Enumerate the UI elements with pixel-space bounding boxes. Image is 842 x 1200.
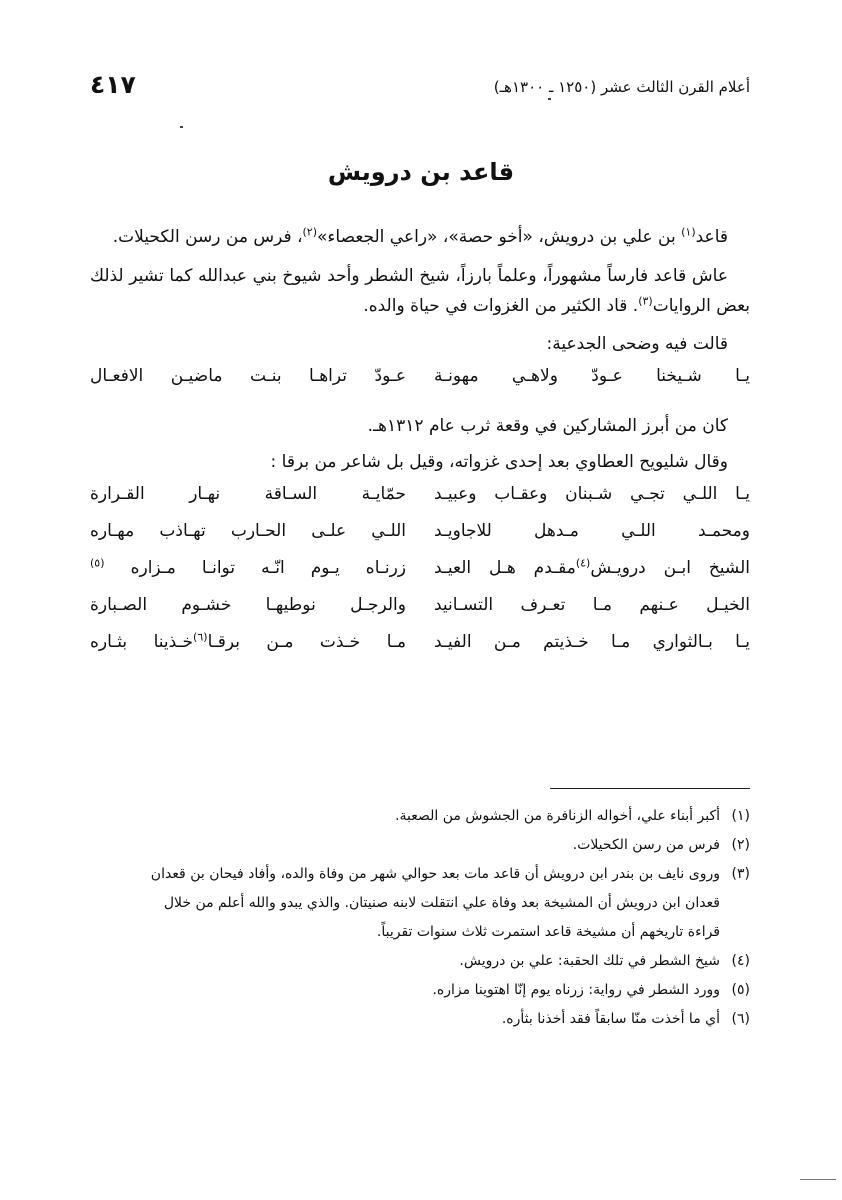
text-run: عاش قاعد فارساً مشهوراً، وعلماً بارزاً، شيخ الشطر وأحد شيوخ بني عبدالله كما تشير لذلك بعض الروايات — [90, 266, 750, 316]
paragraph-poem-intro-2: وقال شليويح العطاوي بعد إحدى غزواته، وقيل بل شاعر من برقا : — [270, 452, 728, 472]
verse-first-hemistich: يـا شـيخنا عـودّ ولاهـي مهونـة — [434, 366, 750, 386]
footnote-text: فرس من رسن الكحيلات. — [572, 837, 720, 853]
footnote-ref: (١) — [681, 225, 696, 239]
footnote-ref: (٢) — [302, 225, 317, 239]
footnote-text: أي ما أخذت منّا سابقاً فقد أخذنا بثأره. — [501, 1011, 720, 1027]
verse-second-hemistich: اللـي علـى الحـارب تهـاذب مهـاره — [90, 521, 406, 541]
footnote — [90, 976, 750, 1005]
text-run: مقـدم هـل العيـد — [434, 558, 576, 578]
running-title: أعلام القرن الثالث عشر (١٢٥٠ ـ ١٣٠٠هـ) — [493, 78, 750, 96]
footnote-separator — [550, 788, 750, 789]
footnote-ref: (٤) — [575, 556, 591, 570]
text-run: قاعد — [695, 227, 728, 247]
text-run: زرنـاه يـوم انّـه توانـا مـزاره — [130, 558, 407, 578]
verse-line — [90, 521, 750, 558]
footnote-text: وورد الشطر في رواية: زرناه يوم إنّا اهتوينا مزاره. — [432, 982, 720, 998]
footnotes — [90, 802, 750, 1034]
footnote-number: (٣) — [731, 866, 750, 882]
chapter-title: قاعد بن درويش — [327, 158, 515, 186]
verse-first-hemistich: يـا بـالثواري مـا خـذيتم مـن الفيـد — [434, 632, 750, 652]
footnote-text: وروى نايف بن بندر ابن درويش أن قاعد مات بعد حوالي شهر من وفاة والده، وأفاد فيحان بن قعدان — [150, 866, 720, 882]
footnote-ref: (٦) — [193, 630, 208, 644]
text-run: مـا خـذت مـن برقـا — [207, 632, 406, 652]
footnote-text: أكبر أبناء علي، أخواله الزنافرة من الجشوش من الصعبة. — [395, 808, 720, 824]
paragraph-poem-intro-1: قالت فيه وضحى الجدعية: — [546, 334, 728, 354]
verse-second-hemistich — [90, 632, 406, 652]
footnote-text-continued: قراءة تاريخهم أن مشيخة قاعد استمرت ثلاث سنوات تقريباً. — [376, 924, 720, 940]
scan-edge-mark — [800, 1179, 836, 1180]
verse-first-hemistich: الخيـل عـنهم مـا تعـرف التسـانيد — [434, 595, 750, 615]
footnote — [90, 802, 750, 831]
footnote-number: (٤) — [731, 953, 750, 969]
footnote-ref: (٣) — [638, 294, 653, 308]
verse-second-hemistich: حمّايـة السـاقة نهـار القـرارة — [90, 484, 406, 504]
verse-first-hemistich: يـا اللـي تجـي شـبنان وعقـاب وعبيـد — [434, 484, 750, 504]
paragraph-intro — [90, 222, 750, 252]
footnote-text-continued: قعدان ابن درويش أن المشيخة بعد وفاة علي انتقلت لابنه صنيتان. والذي يبدو والله أعلم من خلال — [163, 895, 720, 911]
verse-line — [90, 632, 750, 669]
footnote — [90, 1005, 750, 1034]
verse-line — [90, 558, 750, 595]
footnote-number: (٦) — [731, 1011, 750, 1027]
text-run: بن علي بن درويش، «أخو حصة»، «راعي الجعصاء» — [317, 227, 682, 247]
paragraph-battle: كان من أبرز المشاركين في وقعة ثرب عام ١٣١٢هـ. — [367, 416, 728, 436]
text-run: ، فرس من رسن الكحيلات. — [112, 227, 303, 247]
footnote-ref: (٥) — [90, 556, 105, 570]
footnote-number: (١) — [731, 808, 750, 824]
verse-line — [90, 366, 750, 412]
text-run: . قاد الكثير من الغزوات في حياة والده. — [363, 296, 639, 316]
paragraph-biography — [90, 261, 750, 321]
main-text — [90, 222, 750, 669]
verse-second-hemistich: والرجـل نوطيهـا خشـوم الصـبارة — [90, 595, 406, 615]
verse-first-hemistich: ومحمـد اللـي مـدهل للاجاويـد — [434, 521, 750, 541]
text-run: خـذينا بثـاره — [90, 632, 194, 652]
text-run: الشيخ ابـن درويـش — [590, 558, 750, 578]
footnote-number: (٢) — [731, 837, 750, 853]
verse-line — [90, 484, 750, 521]
footnote — [90, 831, 750, 860]
running-header — [90, 70, 750, 110]
page-number: ٤١٧ — [90, 70, 136, 99]
footnote-number: (٥) — [731, 982, 750, 998]
verse-second-hemistich: عـودّ تراهـا بنـت ماضيـن الافعـال — [90, 366, 406, 386]
scan-speck — [548, 98, 551, 100]
poem — [90, 484, 750, 669]
footnote-text: شيخ الشطر في تلك الحقبة: علي بن درويش. — [459, 953, 720, 969]
footnote — [90, 947, 750, 976]
verse-line — [90, 595, 750, 632]
footnote — [90, 860, 750, 947]
verse-first-hemistich — [434, 558, 750, 578]
verse-second-hemistich — [90, 558, 406, 578]
scan-speck — [180, 126, 183, 128]
